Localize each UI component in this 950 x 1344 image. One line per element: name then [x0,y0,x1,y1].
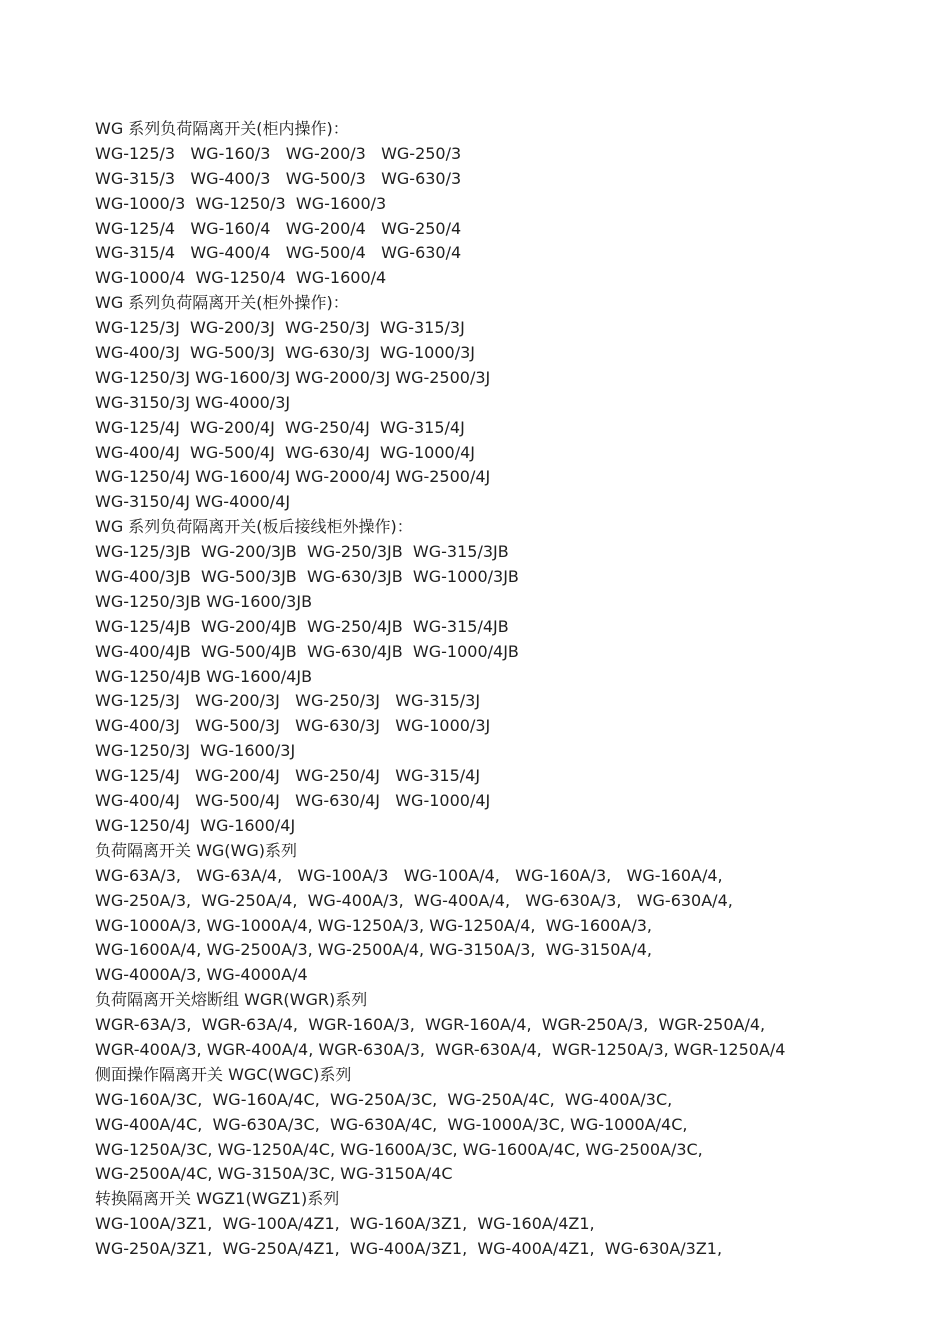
model-line: WG-400/3J WG-500/3J WG-630/3J WG-1000/3J [95,716,491,736]
model-line: WG-125/4J WG-200/4J WG-250/4J WG-315/4J [95,417,465,437]
model-line: WG-1000/4 WG-1250/4 WG-1600/4 [95,268,387,288]
model-line: WG-400/4JB WG-500/4JB WG-630/4JB WG-1000/4JB [95,641,519,661]
model-line: WG-63A/3, WG-63A/4, WG-100A/3 WG-100A/4, WG-160A/3, WG-160A/4, [95,865,723,885]
section-heading: 侧面操作隔离开关 WGC(WGC)系列 [95,1064,352,1084]
section-heading: 负荷隔离开关熔断组 WGR(WGR)系列 [95,990,368,1010]
model-line: WG-2500A/4C, WG-3150A/3C, WG-3150A/4C [95,1164,453,1184]
model-line: WG-1600A/4, WG-2500A/3, WG-2500A/4, WG-3150A/3, WG-3150A/4, [95,940,652,960]
model-line: WG-315/3 WG-400/3 WG-500/3 WG-630/3 [95,168,462,188]
model-line: WG-315/4 WG-400/4 WG-500/4 WG-630/4 [95,243,462,263]
section-heading: WG 系列负荷隔离开关(板后接线柜外操作)： [95,517,413,537]
model-line: WG-400/4J WG-500/4J WG-630/4J WG-1000/4J [95,442,475,462]
section-heading: 转换隔离开关 WGZ1(WGZ1)系列 [95,1189,340,1209]
model-line: WG-4000A/3, WG-4000A/4 [95,965,308,985]
model-line: WG-3150/4J WG-4000/4J [95,492,291,512]
model-line: WG-400/3JB WG-500/3JB WG-630/3JB WG-1000/3JB [95,567,519,587]
model-line: WG-125/3JB WG-200/3JB WG-250/3JB WG-315/3JB [95,542,509,562]
model-line: WG-125/3 WG-160/3 WG-200/3 WG-250/3 [95,143,462,163]
model-line: WG-125/3J WG-200/3J WG-250/3J WG-315/3J [95,318,465,338]
model-line: WG-400A/4C, WG-630A/3C, WG-630A/4C, WG-1000A/3C, WG-1000A/4C, [95,1114,688,1134]
model-line: WG-1250/4J WG-1600/4J [95,815,296,835]
model-line: WG-1000A/3, WG-1000A/4, WG-1250A/3, WG-1250A/4, WG-1600A/3, [95,915,652,935]
model-line: WG-250A/3, WG-250A/4, WG-400A/3, WG-400A/4, WG-630A/3, WG-630A/4, [95,890,733,910]
model-line: WG-1250/3JB WG-1600/3JB [95,591,313,611]
model-line: WGR-400A/3, WGR-400A/4, WGR-630A/3, WGR-630A/4, WGR-1250A/3, WGR-1250A/4 [95,1039,786,1059]
document-body [95,117,915,1262]
model-line: WG-400/3J WG-500/3J WG-630/3J WG-1000/3J [95,343,475,363]
model-line: WG-1250A/3C, WG-1250A/4C, WG-1600A/3C, WG-1600A/4C, WG-2500A/3C, [95,1139,703,1159]
model-line: WG-100A/3Z1, WG-100A/4Z1, WG-160A/3Z1, WG-160A/4Z1, [95,1214,595,1234]
section-heading: WG 系列负荷隔离开关(柜内操作)： [95,119,349,138]
model-line: WG-125/4 WG-160/4 WG-200/4 WG-250/4 [95,218,462,238]
model-line: WGR-63A/3, WGR-63A/4, WGR-160A/3, WGR-160A/4, WGR-250A/3, WGR-250A/4, [95,1015,766,1035]
section-heading: 负荷隔离开关 WG(WG)系列 [95,840,298,860]
model-line: WG-160A/3C, WG-160A/4C, WG-250A/3C, WG-250A/4C, WG-400A/3C, [95,1089,673,1109]
model-line: WG-250A/3Z1, WG-250A/4Z1, WG-400A/3Z1, WG-400A/4Z1, WG-630A/3Z1, [95,1239,723,1259]
model-line: WG-1250/3J WG-1600/3J WG-2000/3J WG-2500/3J [95,367,491,387]
model-line: WG-400/4J WG-500/4J WG-630/4J WG-1000/4J [95,791,491,811]
model-line: WG-3150/3J WG-4000/3J [95,392,291,412]
model-line: WG-125/3J WG-200/3J WG-250/3J WG-315/3J [95,691,481,711]
model-line: WG-1000/3 WG-1250/3 WG-1600/3 [95,193,387,213]
section-heading: WG 系列负荷隔离开关(柜外操作)： [95,293,349,313]
model-line: WG-125/4J WG-200/4J WG-250/4J WG-315/4J [95,766,481,786]
model-line: WG-1250/3J WG-1600/3J [95,741,296,761]
model-line: WG-1250/4J WG-1600/4J WG-2000/4J WG-2500/4J [95,467,491,487]
model-line: WG-125/4JB WG-200/4JB WG-250/4JB WG-315/4JB [95,616,509,636]
model-line: WG-1250/4JB WG-1600/4JB [95,666,313,686]
